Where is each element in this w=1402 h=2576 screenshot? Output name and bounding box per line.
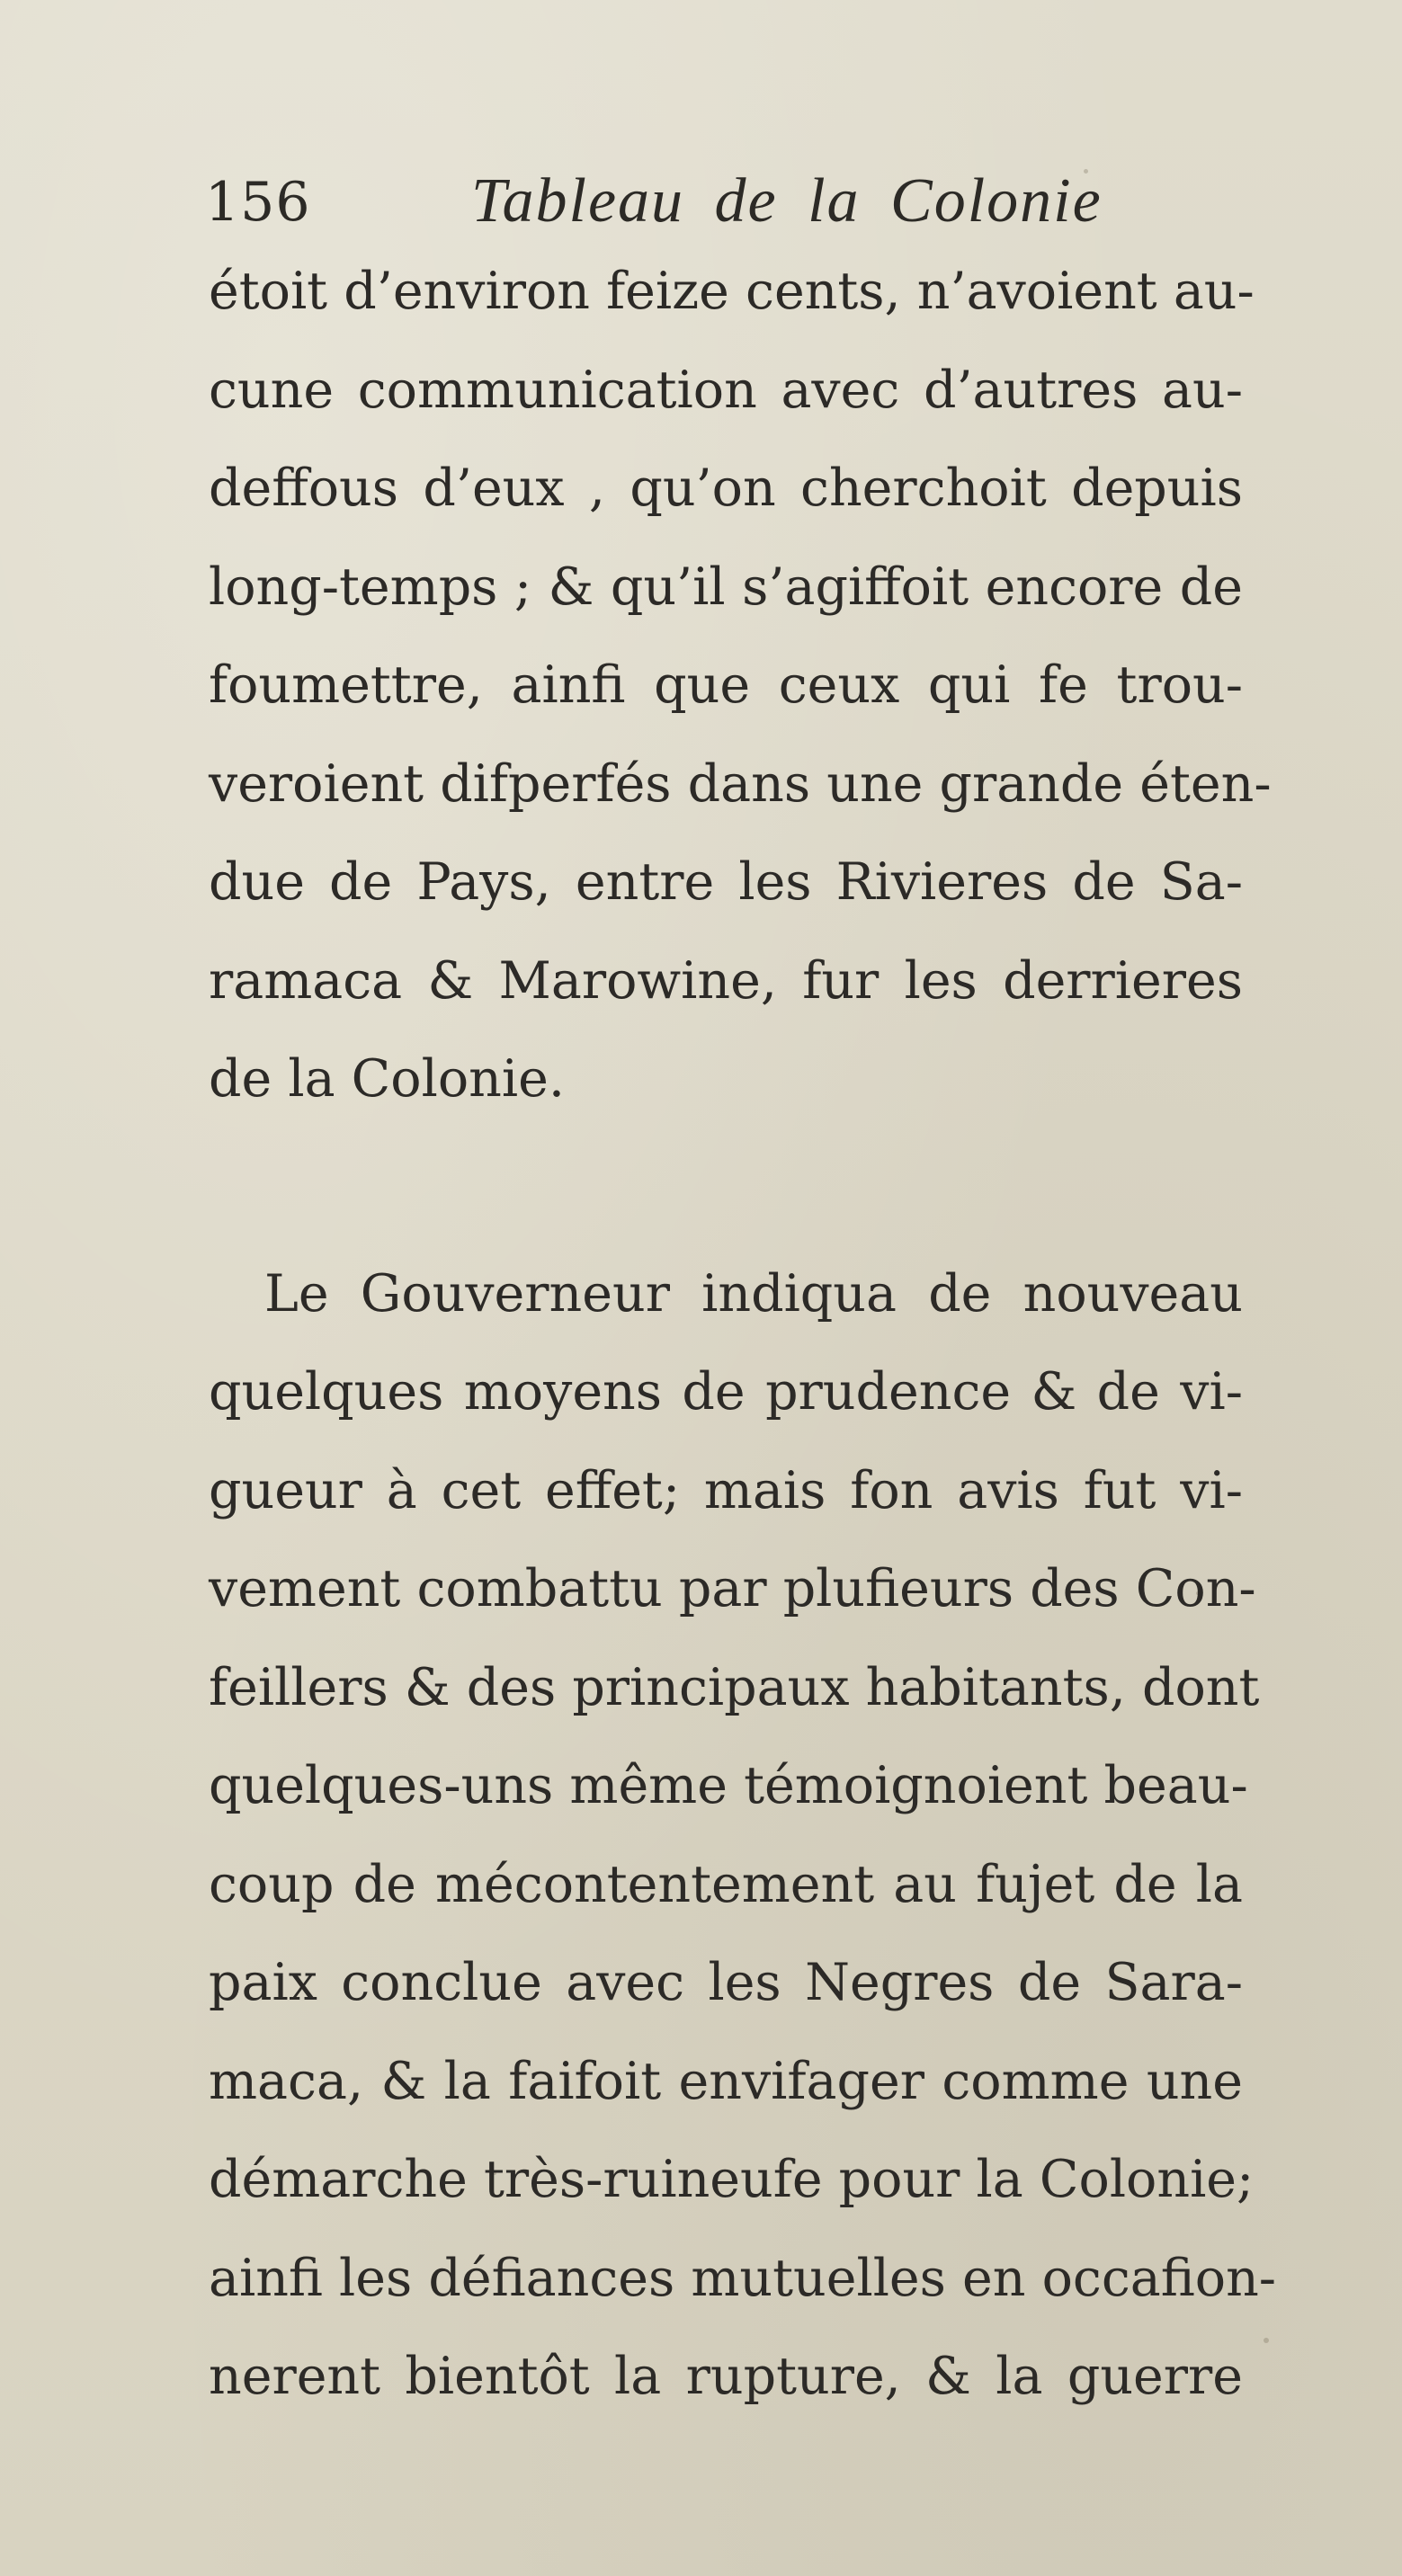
text-line: quelques moyens de prudence & de vi- <box>209 1362 1243 1422</box>
text-line: ramaca & Marowine, fur les derrieres <box>209 950 1243 1011</box>
paragraph-gap <box>209 1129 1243 1245</box>
text-line: maca, & la faifoit envifager comme une <box>209 2051 1243 2111</box>
text-line: veroient difperfés dans une grande éten- <box>209 753 1272 814</box>
text-line: cune communication avec d’autres au- <box>209 360 1243 420</box>
paper-speck <box>1264 2338 1269 2343</box>
text-line: Le Gouverneur indiqua de nouveau <box>264 1263 1243 1324</box>
paragraph <box>209 1245 1277 2427</box>
paragraph <box>209 243 1272 1129</box>
text-line: foumettre, ainfi que ceux qui fe trou- <box>209 655 1243 715</box>
text-line: étoit d’environ feize cents, n’avoient au- <box>209 262 1255 321</box>
text-line: coup de mécontentement au fujet de la <box>209 1854 1243 1914</box>
text-line: paix conclue avec les Negres de Sara- <box>209 1953 1243 2012</box>
text-line: de la Colonie. <box>209 1049 565 1109</box>
text-line: ainfi les défiances mutuelles en occafion- <box>209 2248 1277 2308</box>
text-line: quelques-uns même témoignoient beau- <box>209 1756 1248 1815</box>
text-line: deffous d’eux , qu’on cherchoit depuis <box>209 459 1243 518</box>
text-line: nerent bientôt la rupture, & la guerre <box>209 2347 1243 2406</box>
body-text <box>209 243 1277 2427</box>
text-line: long-temps ; & qu’il s’agiffoit encore de <box>209 557 1243 617</box>
page-number: 156 <box>205 171 311 234</box>
running-title: Tableau de la Colonie <box>471 166 1103 236</box>
text-line: vement combattu par plufieurs des Con- <box>209 1559 1256 1618</box>
running-head <box>205 164 1194 245</box>
text-line: due de Pays, entre les Rivieres de Sa- <box>209 852 1243 912</box>
text-line: gueur à cet effet; mais fon avis fut vi- <box>209 1460 1243 1520</box>
text-line: feillers & des principaux habitants, dont <box>209 1657 1260 1717</box>
text-line: démarche très-ruineufe pour la Colonie; <box>209 2150 1255 2209</box>
